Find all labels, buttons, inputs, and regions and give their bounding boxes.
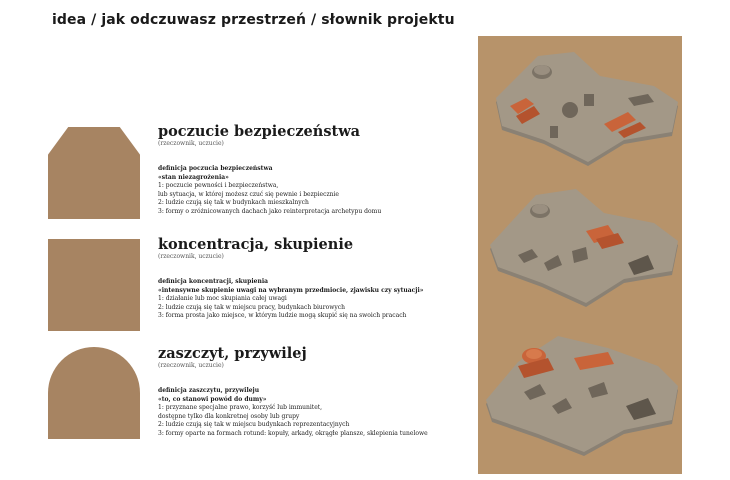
definition-block (158, 278, 458, 321)
section-subtitle: (rzeczownik, uczucie) (158, 253, 224, 260)
site-model-1 (478, 40, 682, 180)
site-model-2 (478, 179, 682, 319)
square-shape (48, 239, 140, 331)
definition-line: 2: ludzie czują się tak w miejscu pracy, budynkach biurowych (158, 303, 345, 311)
definition-line: 1: przyznane specjalne prawo, korzyść lub immunitet, (158, 404, 323, 412)
definition-line: 3: forma prosta jako miejsce, w którym ludzie mogą skupić się na swoich pracach (158, 312, 407, 320)
definition-line: 3: formy oparte na formach rotund: kopuły, arkady, okrągłe plansze, sklepienia tunelowe (158, 429, 428, 437)
definition-heading: definicja koncentracji, skupienia (158, 278, 268, 285)
definition-quote: «intensywne skupienie uwagi na wybranym przedmiocie, zjawisku czy sytuacji» (158, 286, 424, 294)
site-model-3 (478, 326, 682, 466)
octagon-house-shape (48, 127, 140, 219)
definition-line: lub sytuacja, w której możesz czuć się pewnie i bezpiecznie (158, 190, 339, 198)
definition-block (158, 165, 458, 217)
definition-block (158, 387, 458, 439)
section-title: zaszczyt, przywilej (158, 345, 307, 362)
page-title: idea / jak odczuwasz przestrzeń / słownik projektu (52, 12, 455, 28)
arch-shape (48, 347, 140, 439)
definition-heading: definicja poczucia bezpieczeństwa (158, 165, 273, 172)
definition-heading: definicja zaszczytu, przywileju (158, 387, 260, 394)
section-title: poczucie bezpieczeństwa (158, 123, 361, 140)
definition-line: dostępne tylko dla konkretnej osoby lub grupy (158, 412, 300, 420)
section-subtitle: (rzeczownik, uczucie) (158, 140, 224, 147)
section-subtitle: (rzeczownik, uczucie) (158, 362, 224, 369)
definition-line: 3: formy o zróżnicowanych dachach jako reinterpretacja archetypu domu (158, 207, 382, 215)
definition-line: 1: poczucie pewności i bezpieczeństwa, (158, 182, 279, 190)
definition-line: 1: działanie lub moc skupiania całej uwagi (158, 295, 287, 303)
definition-line: 2: ludzie czują się tak w budynkach mieszkalnych (158, 199, 309, 207)
definition-quote: «stan niezagrożenia» (158, 173, 229, 181)
section-title: koncentracja, skupienie (158, 236, 354, 253)
section-safety (158, 123, 458, 217)
definition-line: 2: ludzie czują się tak w miejscu budynkach reprezentacyjnych (158, 421, 350, 429)
section-concentration (158, 236, 458, 321)
site-models-panel (478, 36, 682, 474)
definition-quote: «to, co stanowi powód do dumy» (158, 395, 267, 403)
section-honor (158, 345, 458, 439)
